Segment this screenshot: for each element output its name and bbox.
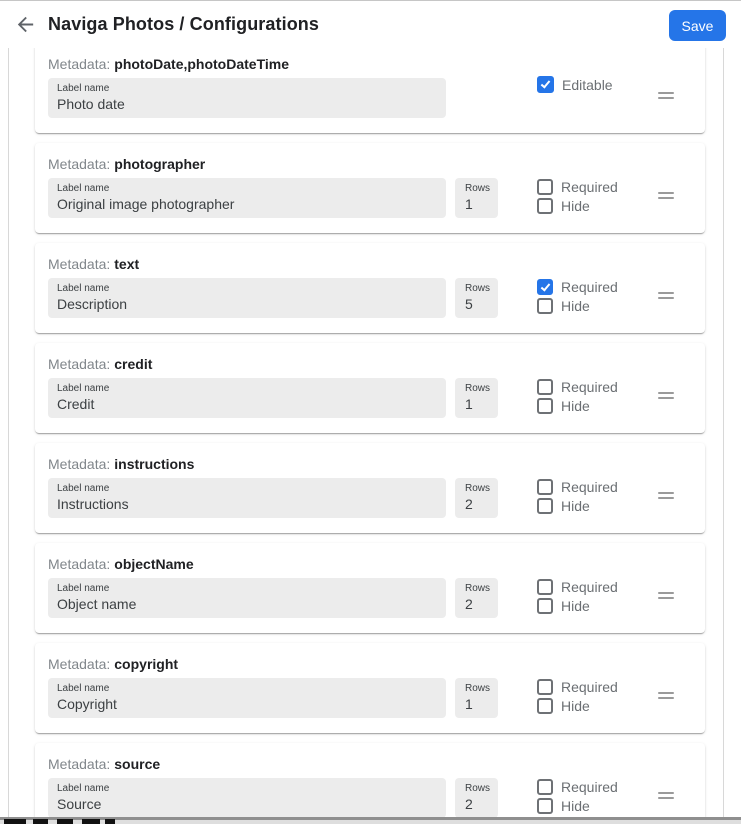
checkbox-hide[interactable] (537, 698, 618, 714)
metadata-name: objectName (114, 556, 194, 572)
checkbox[interactable] (537, 579, 553, 595)
label-name-value: Copyright (57, 696, 117, 712)
page-title: Naviga Photos / Configurations (48, 14, 320, 34)
checkbox-hide[interactable] (537, 498, 618, 514)
label-name-caption: Label name (57, 383, 110, 394)
metadata-prefix: Metadata: (48, 456, 111, 472)
checkbox[interactable] (537, 76, 554, 93)
rows-value: 2 (465, 796, 473, 812)
metadata-heading (48, 656, 178, 673)
metadata-card (35, 443, 705, 533)
checkbox-required[interactable] (537, 779, 618, 795)
checkbox[interactable] (537, 798, 553, 814)
checkbox[interactable] (537, 679, 553, 695)
checkbox-label: Hide (561, 798, 590, 814)
checkbox-label: Required (561, 279, 618, 295)
metadata-prefix: Metadata: (48, 756, 111, 772)
metadata-name: text (114, 256, 140, 272)
metadata-card (35, 543, 705, 633)
checkbox-hide[interactable] (537, 298, 618, 314)
label-name-caption: Label name (57, 783, 110, 794)
label-name-value: Description (57, 296, 128, 312)
rows-field[interactable] (455, 478, 498, 518)
checkbox[interactable] (537, 279, 553, 295)
metadata-heading (48, 456, 194, 473)
metadata-heading (48, 56, 289, 73)
rows-caption: Rows (465, 183, 491, 194)
clipped-text-fragment (105, 819, 115, 824)
rows-field[interactable] (455, 778, 498, 818)
checkbox-label: Hide (561, 698, 590, 714)
checkbox-group (537, 479, 618, 517)
metadata-heading (48, 256, 139, 273)
checkbox-group (537, 379, 618, 417)
metadata-heading (48, 756, 160, 773)
label-name-value: Instructions (57, 496, 129, 512)
checkbox-label: Hide (561, 298, 590, 314)
checkbox-label: Hide (561, 398, 590, 414)
checkbox-label: Required (561, 779, 618, 795)
metadata-name: credit (114, 356, 153, 372)
checkbox-required[interactable] (537, 179, 618, 195)
checkbox[interactable] (537, 179, 553, 195)
checkbox[interactable] (537, 779, 553, 795)
checkbox-hide[interactable] (537, 198, 618, 214)
arrow-left-icon (14, 13, 37, 39)
checkbox[interactable] (537, 698, 553, 714)
metadata-heading (48, 356, 152, 373)
label-name-caption: Label name (57, 183, 110, 194)
app-header (0, 1, 741, 48)
checkbox-editable[interactable] (537, 76, 613, 93)
checkbox[interactable] (537, 498, 553, 514)
label-name-field[interactable] (48, 78, 446, 118)
checkbox-hide[interactable] (537, 598, 618, 614)
rows-value: 1 (465, 396, 473, 412)
background-window-edge (0, 817, 741, 824)
label-name-value: Source (57, 796, 102, 812)
label-name-value: Credit (57, 396, 95, 412)
label-name-field[interactable] (48, 778, 446, 818)
checkbox-required[interactable] (537, 379, 618, 395)
rows-value: 1 (465, 196, 473, 212)
check-icon (540, 281, 550, 291)
checkbox-hide[interactable] (537, 398, 618, 414)
clipped-text-fragment (33, 819, 48, 824)
save-button[interactable]: Save (669, 10, 726, 41)
label-name-caption: Label name (57, 83, 110, 94)
metadata-name: photographer (114, 156, 206, 172)
label-name-field[interactable] (48, 378, 446, 418)
content-border-left (8, 48, 9, 817)
rows-value: 5 (465, 296, 473, 312)
rows-field[interactable] (455, 178, 498, 218)
back-button[interactable] (10, 11, 40, 41)
metadata-name: copyright (114, 656, 179, 672)
metadata-card (35, 143, 705, 233)
checkbox[interactable] (537, 479, 553, 495)
rows-field[interactable] (455, 578, 498, 618)
rows-value: 2 (465, 496, 473, 512)
rows-field[interactable] (455, 278, 498, 318)
checkbox-label: Hide (561, 198, 590, 214)
rows-field[interactable] (455, 378, 498, 418)
metadata-card (35, 43, 705, 133)
checkbox-group (537, 279, 618, 317)
metadata-card (35, 243, 705, 333)
rows-value: 1 (465, 696, 473, 712)
metadata-heading (48, 156, 205, 173)
metadata-prefix: Metadata: (48, 156, 111, 172)
metadata-prefix: Metadata: (48, 56, 111, 72)
checkbox-label: Required (561, 679, 618, 695)
label-name-caption: Label name (57, 683, 110, 694)
metadata-card (35, 343, 705, 433)
checkbox-label: Hide (561, 498, 590, 514)
checkbox-required[interactable] (537, 579, 618, 595)
checkbox-group (537, 76, 613, 96)
check-icon (541, 78, 551, 88)
clipped-text-fragment (82, 819, 100, 824)
rows-caption: Rows (465, 683, 491, 694)
rows-caption: Rows (465, 383, 491, 394)
checkbox-label: Required (561, 379, 618, 395)
metadata-card (35, 743, 705, 824)
checkbox-label: Required (561, 479, 618, 495)
checkbox-label: Required (561, 179, 618, 195)
checkbox-group (537, 179, 618, 217)
clipped-text-fragment (4, 819, 26, 824)
label-name-field[interactable] (48, 578, 446, 618)
checkbox-group (537, 679, 618, 717)
content-border-right (723, 48, 724, 817)
drag-handle-icon[interactable] (658, 692, 674, 702)
checkbox[interactable] (537, 298, 553, 314)
checkbox-required[interactable] (537, 279, 618, 295)
label-name-value: Object name (57, 596, 137, 612)
label-name-caption: Label name (57, 283, 110, 294)
rows-caption: Rows (465, 583, 491, 594)
label-name-caption: Label name (57, 583, 110, 594)
rows-value: 2 (465, 596, 473, 612)
drag-handle-icon[interactable] (658, 792, 674, 802)
checkbox-hide[interactable] (537, 798, 618, 814)
label-name-value: Original image photographer (57, 196, 235, 212)
metadata-prefix: Metadata: (48, 656, 111, 672)
checkbox[interactable] (537, 598, 553, 614)
label-name-field[interactable] (48, 678, 446, 718)
metadata-name: instructions (114, 456, 195, 472)
label-name-caption: Label name (57, 483, 110, 494)
metadata-prefix: Metadata: (48, 556, 111, 572)
checkbox-group (537, 579, 618, 617)
drag-handle-icon[interactable] (658, 392, 674, 402)
drag-handle-icon[interactable] (658, 292, 674, 302)
checkbox-required[interactable] (537, 479, 618, 495)
label-name-field[interactable] (48, 178, 446, 218)
drag-handle-icon[interactable] (658, 192, 674, 202)
rows-caption: Rows (465, 283, 491, 294)
checkbox[interactable] (537, 379, 553, 395)
drag-handle-icon[interactable] (658, 492, 674, 502)
rows-caption: Rows (465, 783, 491, 794)
metadata-prefix: Metadata: (48, 356, 111, 372)
label-name-field[interactable] (48, 478, 446, 518)
label-name-field[interactable] (48, 278, 446, 318)
drag-handle-icon[interactable] (658, 592, 674, 602)
metadata-name: photoDate,photoDateTime (114, 56, 290, 72)
metadata-heading (48, 556, 194, 573)
drag-handle-icon[interactable] (658, 92, 674, 102)
checkbox[interactable] (537, 198, 553, 214)
metadata-prefix: Metadata: (48, 256, 111, 272)
metadata-name: source (114, 756, 161, 772)
checkbox[interactable] (537, 398, 553, 414)
rows-field[interactable] (455, 678, 498, 718)
checkbox-required[interactable] (537, 679, 618, 695)
metadata-card (35, 643, 705, 733)
checkbox-label: Hide (561, 598, 590, 614)
label-name-value: Photo date (57, 96, 125, 112)
config-list (35, 43, 705, 824)
rows-caption: Rows (465, 483, 491, 494)
checkbox-label: Required (561, 579, 618, 595)
window-top-edge (0, 0, 741, 1)
checkbox-group (537, 779, 618, 817)
clipped-text-fragment (57, 819, 73, 824)
checkbox-label: Editable (562, 76, 613, 93)
